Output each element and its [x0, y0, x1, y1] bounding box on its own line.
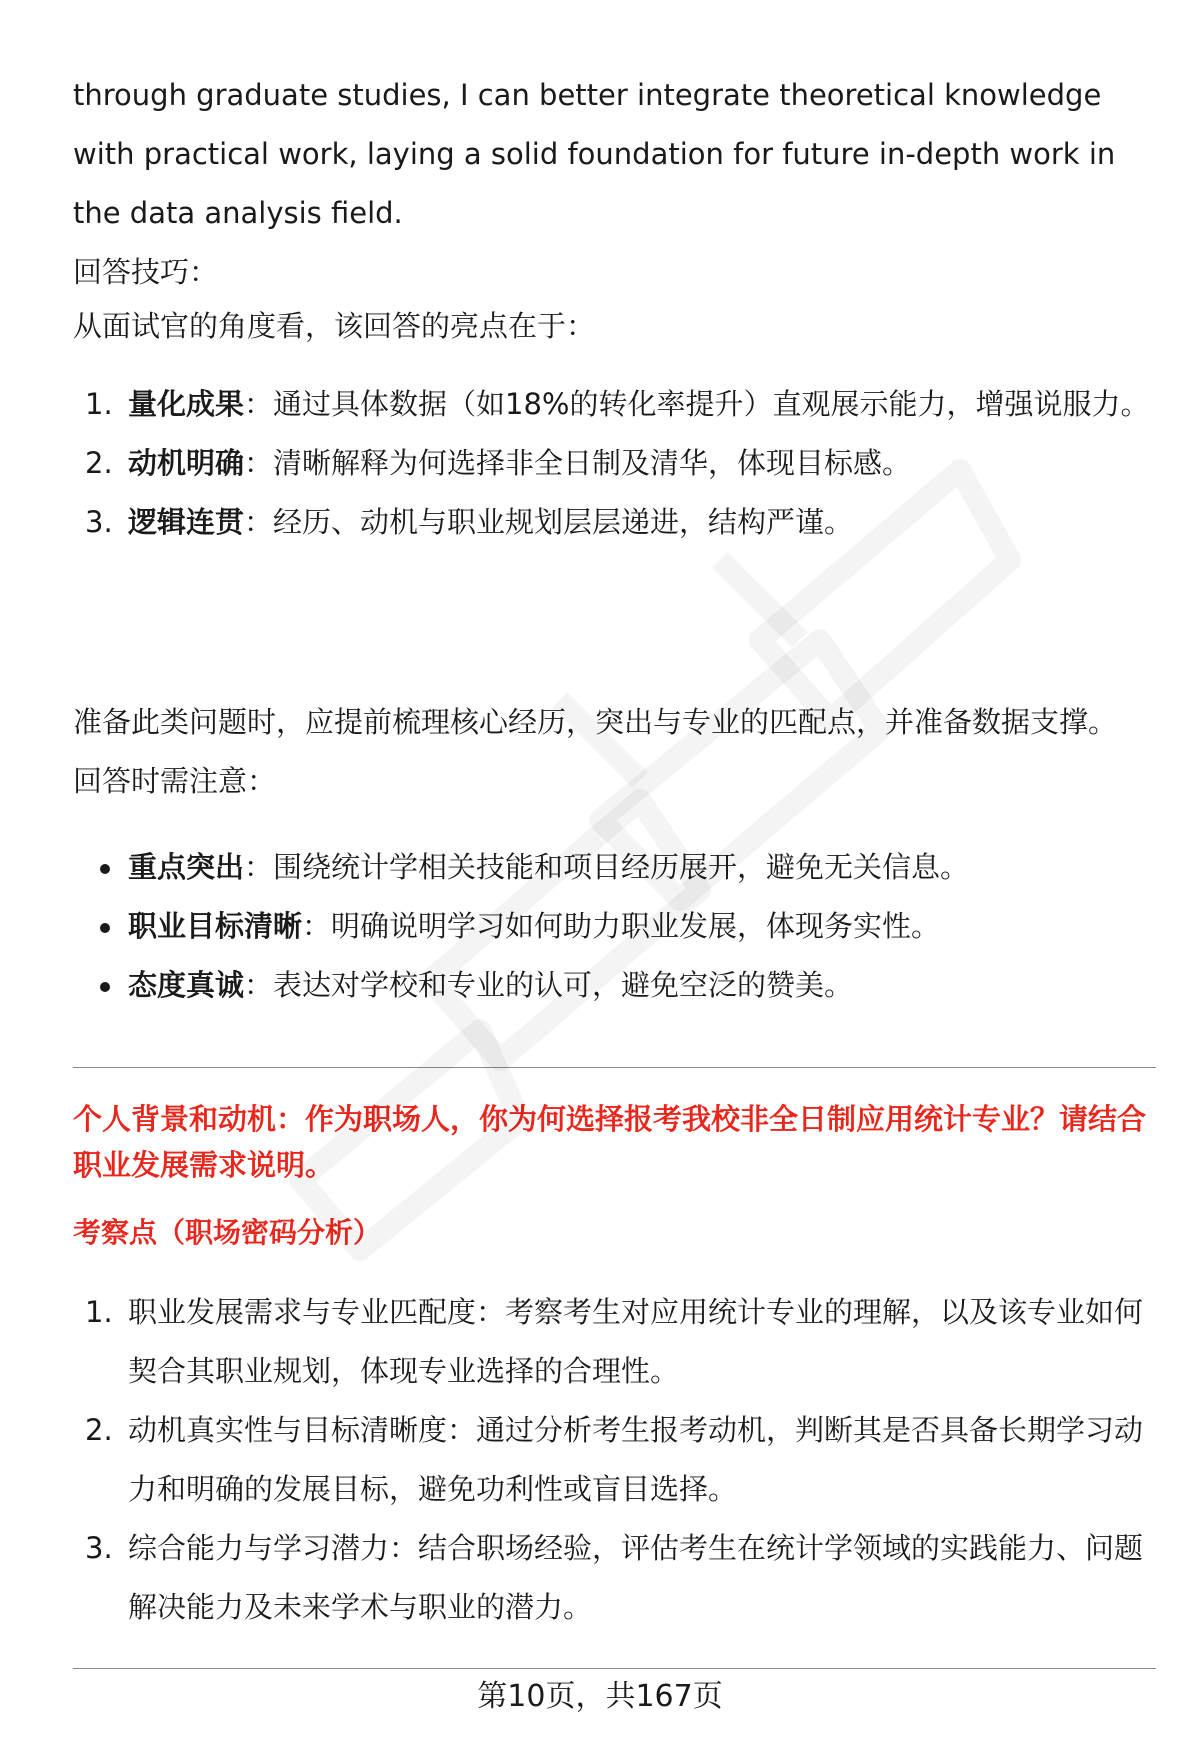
list-number: 2. [85, 446, 113, 480]
list-item [73, 375, 1158, 434]
list-number: 2. [85, 1413, 113, 1447]
tips-label: 回答技巧： [73, 255, 219, 289]
highlight-text: ：经历、动机与职业规划层层递进，结构严谨。 [244, 505, 854, 539]
list-number: 3. [85, 505, 113, 539]
question-heading: 个人背景和动机：作为职场人，你为何选择报考我校非全日制应用统计专业？请结合职业发展需求说明。 [73, 1102, 1147, 1182]
page-number: 第10页，共167页 [477, 1679, 723, 1714]
attention-text: ：围绕统计学相关技能和项目经历展开，避免无关信息。 [244, 850, 970, 884]
attention-text: ：明确说明学习如何助力职业发展，体现务实性。 [302, 909, 941, 943]
bullet-icon [100, 864, 110, 874]
list-item [73, 1401, 1158, 1519]
exam-points-list [73, 1283, 1158, 1637]
attention-term: 职业目标清晰 [128, 909, 303, 943]
list-item [73, 1283, 1158, 1401]
exam-point-text: 职业发展需求与专业匹配度：考察考生对应用统计专业的理解，以及该专业如何契合其职业规划，体现专业选择的合理性。 [128, 1295, 1144, 1388]
bullet-icon [100, 982, 110, 992]
highlights-list [73, 375, 1158, 552]
highlight-text: ：通过具体数据（如18%的转化率提升）直观展示能力，增强说服力。 [244, 387, 1150, 421]
list-number: 3. [85, 1531, 113, 1565]
tips-lead: 从面试官的角度看，该回答的亮点在于： [73, 309, 596, 343]
list-item [73, 493, 1158, 552]
highlight-text: ：清晰解释为何选择非全日制及清华，体现目标感。 [244, 446, 912, 480]
bullet-icon [100, 923, 110, 933]
exam-point-text: 综合能力与学习潜力：结合职场经验，评估考生在统计学领域的实践能力、问题解决能力及未来学术与职业的潜力。 [128, 1531, 1144, 1624]
prep-note: 准备此类问题时，应提前梳理核心经历，突出与专业的匹配点，并准备数据支撑。 [73, 705, 1118, 739]
attention-label: 回答时需注意： [73, 764, 277, 798]
section-divider [73, 1067, 1156, 1068]
footer-divider [73, 1668, 1156, 1669]
attention-text: ：表达对学校和专业的认可，避免空泛的赞美。 [244, 968, 854, 1002]
list-item [73, 897, 1158, 956]
list-item [73, 838, 1158, 897]
attention-list [73, 838, 1158, 1015]
list-item [73, 434, 1158, 493]
highlight-term: 逻辑连贯 [128, 505, 245, 539]
list-item [73, 956, 1158, 1015]
list-number: 1. [85, 1295, 113, 1329]
highlight-term: 量化成果 [128, 387, 245, 421]
attention-term: 重点突出 [128, 850, 245, 884]
list-number: 1. [85, 387, 113, 421]
exam-point-text: 动机真实性与目标清晰度：通过分析考生报考动机，判断其是否具备长期学习动力和明确的发展目标，避免功利性或盲目选择。 [128, 1413, 1144, 1506]
attention-term: 态度真诚 [128, 968, 245, 1002]
highlight-term: 动机明确 [128, 446, 245, 480]
watermark-stroke [560, 560, 800, 780]
list-item [73, 1519, 1158, 1637]
intro-paragraph: through graduate studies, I can better integrate theoretical knowledge with practical work, laying a solid foundation for future in-depth work in the data analysis field. [73, 78, 1116, 230]
exam-points-title: 考察点（职场密码分析） [73, 1216, 382, 1249]
